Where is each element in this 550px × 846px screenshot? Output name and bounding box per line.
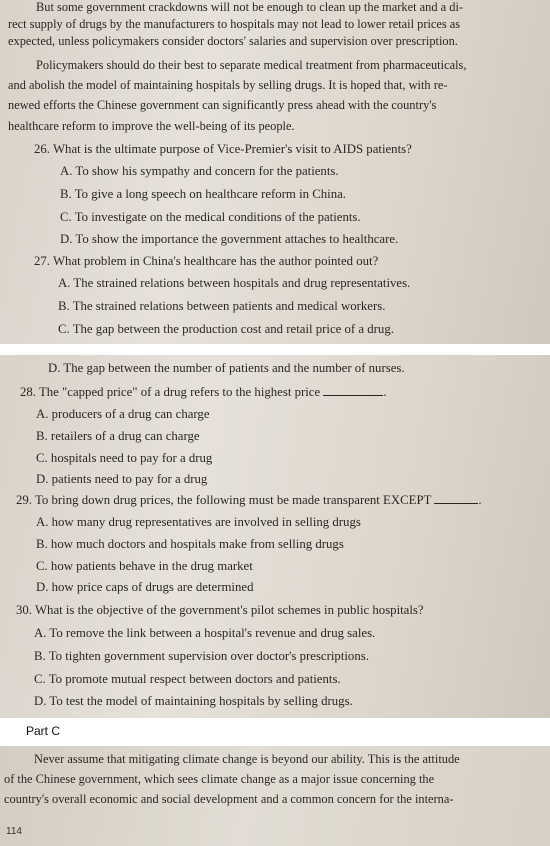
- question-29-option-d: D. how price caps of drugs are determined: [36, 580, 254, 594]
- paragraph-line: But some government crackdowns will not be enough to clean up the market and a di-: [36, 0, 464, 14]
- paragraph-line: Never assume that mitigating climate change is beyond our ability. This is the attitude: [34, 752, 460, 766]
- question-27-option-a: A. The strained relations between hospitals and drug representatives.: [58, 276, 411, 290]
- question-28-stem: [20, 385, 387, 400]
- question-26-option-a: A. To show his sympathy and concern for the patients.: [60, 164, 339, 178]
- paragraph-line: country's overall economic and social development and a common concern for the interna-: [4, 792, 454, 806]
- question-30-option-c: C. To promote mutual respect between doctors and patients.: [34, 672, 341, 686]
- question-28-option-d: D. patients need to pay for a drug: [36, 472, 208, 486]
- paragraph-line: healthcare reform to improve the well-being of its people.: [8, 119, 295, 133]
- page-photo-top: [0, 0, 550, 344]
- question-29-option-b: B. how much doctors and hospitals make from selling drugs: [36, 537, 344, 551]
- question-27-option-c: C. The gap between the production cost and retail price of a drug.: [58, 322, 394, 336]
- question-26-option-b: B. To give a long speech on healthcare reform in China.: [60, 187, 346, 201]
- question-28-option-b: B. retailers of a drug can charge: [36, 429, 200, 443]
- paragraph-line: of the Chinese government, which sees climate change as a major issue concerning the: [4, 772, 435, 786]
- answer-blank: [434, 493, 478, 504]
- question-30-stem: 30. What is the objective of the government's pilot schemes in public hospitals?: [16, 603, 424, 617]
- question-28-option-a: A. producers of a drug can charge: [36, 407, 210, 421]
- paragraph-line: Policymakers should do their best to separate medical treatment from pharmaceuticals,: [36, 58, 467, 72]
- paragraph-line: newed efforts the Chinese government can significantly press ahead with the country's: [8, 98, 437, 112]
- paragraph-line: rect supply of drugs by the manufacturers to hospitals may not lead to lower retail prices as: [8, 17, 461, 31]
- question-28-stem-end: .: [383, 385, 387, 399]
- question-27-option-b: B. The strained relations between patients and medical workers.: [58, 299, 386, 313]
- question-30-option-a: A. To remove the link between a hospital's revenue and drug sales.: [34, 626, 376, 640]
- question-29-option-a: A. how many drug representatives are involved in selling drugs: [36, 515, 361, 529]
- page-number: 114: [6, 826, 22, 837]
- question-28-option-c: C. hospitals need to pay for a drug: [36, 451, 213, 465]
- question-30-option-d: D. To test the model of maintaining hospitals by selling drugs.: [34, 694, 353, 708]
- paragraph-line: expected, unless policymakers consider doctors' salaries and supervision over prescription.: [8, 34, 458, 48]
- part-c-label: Part C: [26, 724, 61, 738]
- answer-blank: [323, 385, 383, 396]
- question-29-stem-text: 29. To bring down drug prices, the following must be made transparent EXCEPT: [16, 493, 432, 507]
- question-27-stem: 27. What problem in China's healthcare has the author pointed out?: [34, 254, 379, 268]
- paragraph-line: and abolish the model of maintaining hospitals by selling drugs. It is hoped that, with re-: [8, 78, 448, 92]
- question-29-option-c: C. how patients behave in the drug market: [36, 559, 253, 573]
- question-26-stem: 26. What is the ultimate purpose of Vice-Premier's visit to AIDS patients?: [34, 142, 412, 156]
- question-26-option-d: D. To show the importance the government attaches to healthcare.: [60, 232, 399, 246]
- question-29-stem: [16, 493, 482, 508]
- question-27-option-d: D. The gap between the number of patients and the number of nurses.: [48, 361, 405, 375]
- page-photo-middle: [0, 355, 550, 718]
- question-26-option-c: C. To investigate on the medical conditions of the patients.: [60, 210, 361, 224]
- page-photo-bottom: [0, 746, 550, 846]
- question-30-option-b: B. To tighten government supervision over doctor's prescriptions.: [34, 649, 369, 663]
- question-29-stem-end: .: [478, 493, 482, 507]
- question-28-stem-text: 28. The "capped price" of a drug refers to the highest price: [20, 385, 321, 399]
